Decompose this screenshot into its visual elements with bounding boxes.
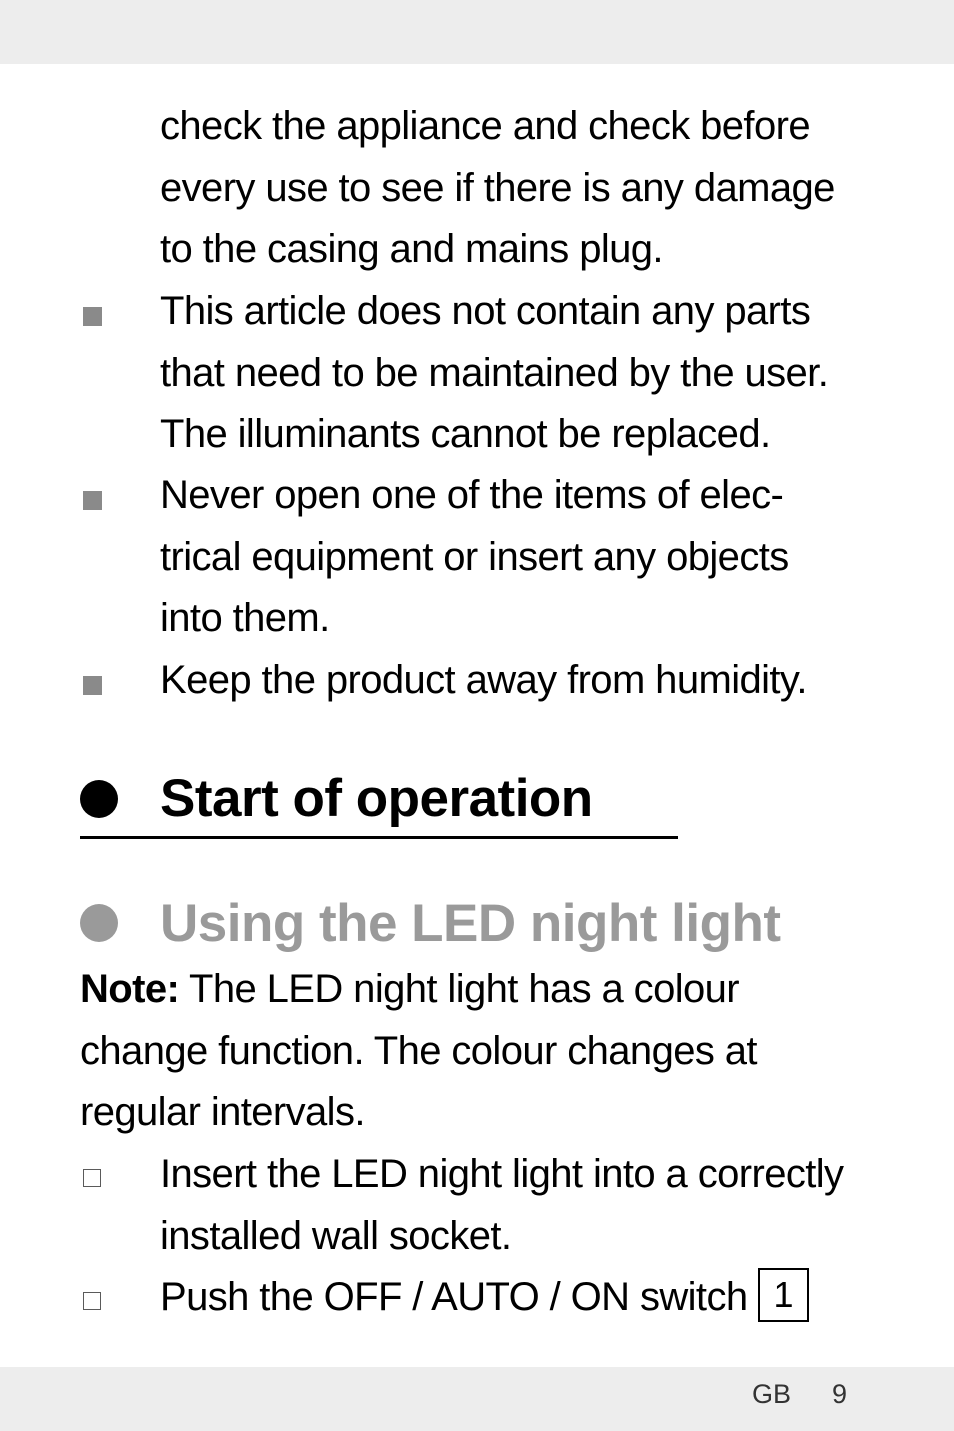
square-bullet-icon	[83, 491, 102, 510]
square-bullet-icon	[83, 676, 102, 695]
text-line	[160, 1267, 900, 1329]
text-line: Insert the LED night light into a correctly	[160, 1152, 844, 1196]
text-line: that need to be maintained by the user.	[160, 350, 829, 395]
safety-bullet-item	[160, 465, 900, 650]
footer-page-number: 9	[832, 1379, 848, 1409]
text-line: The illuminants cannot be replaced.	[160, 412, 771, 456]
continuation-paragraph	[160, 96, 900, 281]
instruction-step	[160, 1267, 900, 1329]
step-text: Push the OFF / AUTO / ON switch	[160, 1275, 748, 1319]
text-line: regular intervals.	[80, 1090, 365, 1134]
note-label: Note:	[80, 967, 180, 1011]
section-heading-using-led-night-light: Using the LED night light	[160, 894, 781, 953]
text-line: Never open one of the items of elec-	[160, 473, 784, 517]
note-paragraph	[80, 959, 900, 1144]
heading-underline	[80, 836, 678, 839]
page-bottom-band	[0, 1367, 954, 1431]
safety-bullet-item	[160, 650, 900, 712]
text-line: change function. The colour changes at	[80, 1028, 757, 1073]
text-line: installed wall socket.	[160, 1213, 512, 1258]
checkbox-step-icon	[83, 1169, 101, 1187]
checkbox-step-icon	[83, 1292, 101, 1310]
text-line: This article does not contain any parts	[160, 289, 811, 333]
figure-reference-box: 1	[758, 1268, 809, 1322]
text-line: into them.	[160, 596, 330, 640]
section-heading-start-of-operation: Start of operation	[160, 769, 593, 828]
instruction-step	[160, 1144, 900, 1267]
text-line: Keep the product away from humidity.	[160, 658, 807, 702]
page-top-band	[0, 0, 954, 64]
subheading-bullet-icon	[80, 904, 118, 942]
text-line: check the appliance and check before	[160, 104, 810, 148]
text-line	[80, 959, 900, 1021]
square-bullet-icon	[83, 307, 102, 326]
heading-bullet-icon	[80, 780, 118, 818]
text-line: every use to see if there is any damage	[160, 165, 835, 210]
note-text: The LED night light has a colour	[179, 967, 740, 1011]
text-line: to the casing and mains plug.	[160, 227, 663, 271]
safety-bullet-item	[160, 281, 900, 466]
footer-language-code: GB	[752, 1379, 792, 1409]
text-line: trical equipment or insert any objects	[160, 534, 789, 579]
